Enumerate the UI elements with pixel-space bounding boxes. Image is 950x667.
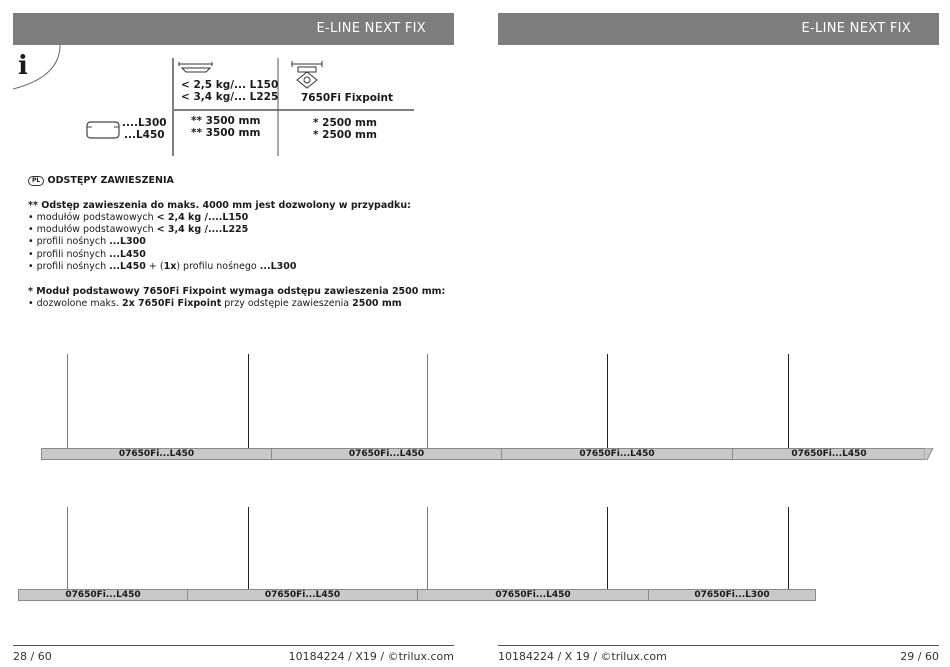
table-value-2b: * 2500 mm	[313, 129, 377, 141]
spot-module-icon	[290, 58, 326, 92]
note1-item-text: + (	[145, 260, 164, 272]
suspension-wire	[67, 507, 68, 589]
note1-item-bold: 1x	[163, 260, 177, 272]
right-header-title: E-LINE NEXT FIX	[801, 21, 911, 36]
table-module-name: 7650Fi Fixpoint	[301, 92, 394, 104]
note1-item-text: ) profilu nośnego	[176, 260, 260, 272]
note1-item-bold: ...L300	[259, 260, 297, 272]
profile-beam: 07650Fi...L450	[501, 448, 733, 460]
right-header-bar	[498, 13, 939, 45]
note1-item-text: • modułów podstawowych	[28, 212, 157, 223]
note2-item-bold: 2x 7650Fi Fixpoint	[121, 298, 222, 309]
profile-beam: 07650Fi...L300	[648, 589, 816, 601]
note1-item-bold: ...L300	[109, 236, 146, 248]
note2-item-bold: 2500 mm	[352, 298, 402, 309]
profile-beam: 07650Fi...L450	[18, 589, 188, 601]
beam-end-cap	[924, 448, 934, 460]
profile-beam: 07650Fi...L450	[271, 448, 502, 460]
note2-item-text: • dozwolone maks.	[28, 298, 122, 309]
suspension-wire	[788, 354, 789, 448]
note1-item-text: • modułów podstawowych	[28, 224, 157, 236]
note2-item	[28, 298, 402, 310]
table-value-1b: ** 3500 mm	[191, 127, 261, 139]
suspension-wire	[427, 507, 428, 589]
note1-item-bold: < 3,4 kg /....L225	[156, 224, 249, 236]
note1-item	[28, 212, 297, 224]
profile-beam: 07650Fi...L450	[187, 589, 418, 601]
info-icon-glyph: i	[18, 51, 28, 81]
profile-beam: 07650Fi...L450	[417, 589, 649, 601]
suspension-wire	[788, 507, 789, 589]
left-page-number: 28 / 60	[13, 650, 52, 663]
right-footer-line	[498, 645, 939, 646]
suspension-wire	[607, 507, 608, 589]
suspension-wire	[248, 354, 249, 448]
table-profile-1: ....L300	[122, 117, 167, 129]
suspension-wire	[607, 354, 608, 448]
suspension-wire	[67, 354, 68, 448]
left-footer-doc: 10184224 / X19 / ©trilux.com	[288, 650, 454, 663]
profile-beam: 07650Fi...L450	[41, 448, 272, 460]
note1-item	[28, 249, 297, 261]
note1-item-bold: ...L450	[109, 248, 146, 260]
note1-item-bold: < 2,4 kg /....L150	[156, 212, 249, 223]
table-load-2: < 3,4 kg/... L225	[181, 91, 279, 103]
section-title: ODSTĘPY ZAWIESZENIA	[47, 175, 174, 186]
flush-luminaire-icon	[176, 60, 216, 76]
language-badge: PL	[28, 176, 44, 186]
right-footer-doc: 10184224 / X 19 / ©trilux.com	[498, 650, 667, 663]
note1-title: ** Odstęp zawieszenia do maks. 4000 mm jest dozwolony w przypadku:	[28, 200, 411, 211]
table-load-1: < 2,5 kg/... L150	[181, 79, 279, 91]
right-page-number: 29 / 60	[900, 650, 939, 663]
suspension-wire	[427, 354, 428, 448]
left-header-title: E-LINE NEXT FIX	[316, 21, 426, 36]
note2-title: * Moduł podstawowy 7650Fi Fixpoint wymaga odstępu zawieszenia 2500 mm:	[28, 286, 446, 297]
note1-list	[28, 212, 297, 273]
suspension-wire	[248, 507, 249, 589]
note2-item-text: przy odstępie zawieszenia	[221, 298, 353, 309]
note1-item-text: • profili nośnych	[28, 248, 110, 260]
table-value-1a: ** 3500 mm	[191, 115, 261, 127]
table-profile-2: ...L450	[124, 129, 165, 141]
left-footer-line	[13, 645, 454, 646]
note1-item-bold: ...L450	[109, 260, 146, 272]
note1-item-text: • profili nośnych	[28, 260, 110, 272]
profile-section-icon	[86, 118, 120, 142]
profile-beam: 07650Fi...L450	[732, 448, 926, 460]
note1-item	[28, 236, 297, 248]
table-value-2a: * 2500 mm	[313, 117, 377, 129]
section-heading	[28, 175, 174, 187]
note1-item	[28, 261, 297, 273]
note1-item	[28, 224, 297, 236]
note1-item-text: • profili nośnych	[28, 236, 110, 248]
